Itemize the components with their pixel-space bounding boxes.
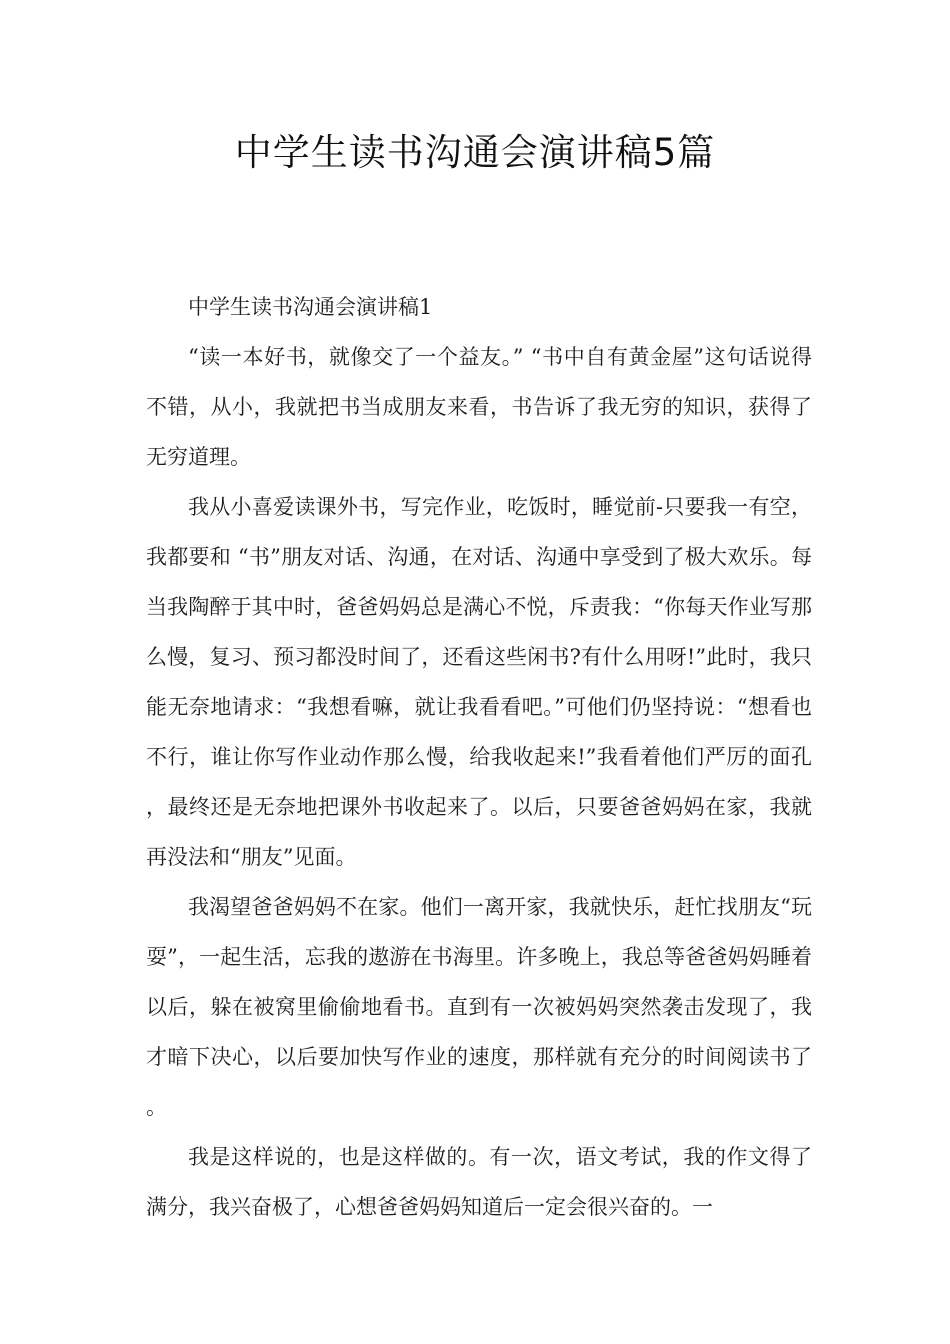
paragraph: “读一本好书，就像交了一个益友。” “书中自有黄金屋”这句话说得不错，从小，我就把书当成朋友来看，书告诉了我无穷的知识，获得了无穷道理。 (146, 345, 812, 469)
paragraph: 我渴望爸爸妈妈不在家。他们一离开家，我就快乐，赶忙找朋友“玩耍”，一起生活，忘我的遨游在书海里。许多晚上，我总等爸爸妈妈睡着以后，躲在被窝里偷偷地看书。直到有一次被妈妈突然袭击发现了，我才暗下决心，以后要加快写作业的速度，那样就有充分的时间阅读书了。 (146, 895, 812, 1119)
paragraph: 我从小喜爱读课外书，写完作业，吃饭时，睡觉前-只要我一有空，我都要和 “书”朋友对话、沟通，在对话、沟通中享受到了极大欢乐。每当我陶醉于其中时，爸爸妈妈总是满心不悦，斥责我：“你每天作业写那么慢，复习、预习都没时间了，还看这些闲书?有什么用呀!”此时，我只能无奈地请求：“我想看嘛，就让我看看吧。”可他们仍坚持说：“想看也不行，谁让你写作业动作那么慢，给我收起来!”我看着他们严厉的面孔，最终还是无奈地把课外书收起来了。以后，只要爸爸妈妈在家，我就再没法和“朋友”见面。 (146, 495, 812, 869)
document-body (146, 282, 812, 1232)
document-title: 中学生读书沟通会演讲稿5篇 (234, 131, 716, 174)
paragraph: 我是这样说的，也是这样做的。有一次，语文考试，我的作文得了满分，我兴奋极了，心想爸爸妈妈知道后一定会很兴奋的。一 (146, 1145, 812, 1219)
section-heading: 中学生读书沟通会演讲稿1 (188, 295, 433, 319)
